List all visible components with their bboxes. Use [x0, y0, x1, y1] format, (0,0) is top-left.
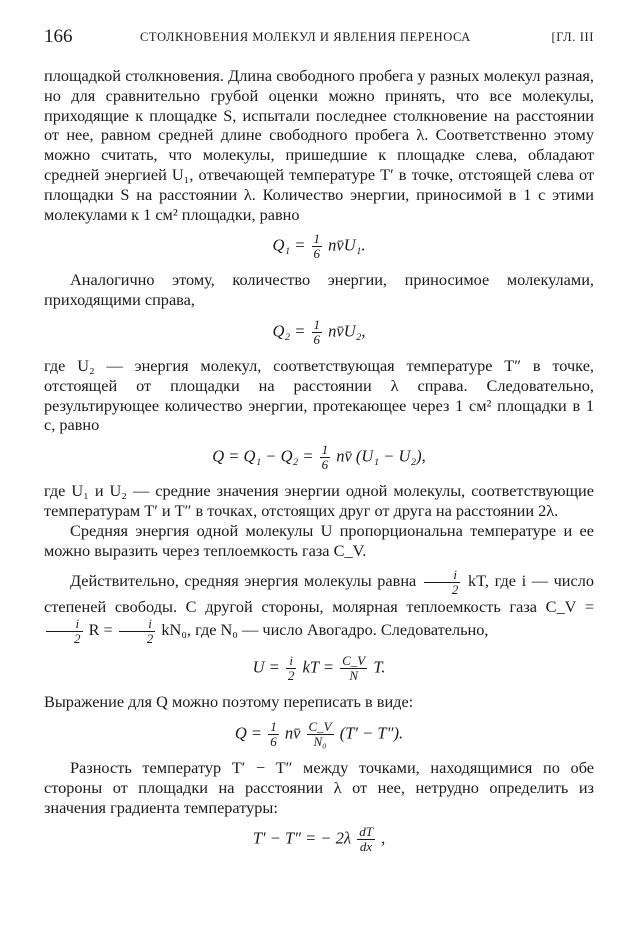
formula-q2-fraction: $\frac{1}{6}$: [313, 316, 321, 347]
formula-q1: [44, 232, 594, 261]
formula-q1-rhs: nv̄U₁.: [328, 235, 366, 255]
formula-q: [44, 443, 594, 472]
paragraph-2: Аналогично этому, количество энергии, приносимое молекулами, приходящими справа,: [44, 270, 594, 310]
formula-gradient-fraction: $\frac{dT}{dx}$: [359, 824, 373, 855]
paragraph-1: площадкой столкновения. Длина свободного пробега у разных молекул разная, но для сравнительно грубой оценки можно принять, что все молекулы, приходящие к площадке S, испытали последнее столкновение на расстоянии от нее, равном средней длине свободного пробега λ. Соответственно этому можно считать, что молекулы, пришедшие к площадке слева, обладают средней энергией U₁, отвечающей температуре T′ в точке, отстоящей слева от площадки S на расстоянии λ. Количество энергии, приносимой в 1 с этими молекулами к 1 см² площадки, равно: [44, 66, 594, 224]
paragraph-5: Средняя энергия одной молекулы U пропорциональна температуре и ее можно выразить через теплоемкость газа C_V.: [44, 520, 594, 560]
paragraph-3: где U₂ — энергия молекул, соответствующая температуре T″ в точке, отстоящей от площадки на расстоянии λ справа. Следовательно, результирующее количество энергии, протекающее через 1 см² площадки в 1 с, равно: [44, 355, 594, 435]
formula-q-rewritten-fraction-1: $\frac{1}{6}$: [270, 718, 277, 749]
page-number: 166: [44, 26, 73, 47]
p6-fraction-1: $\frac{i}{2}$: [424, 568, 461, 597]
formula-q-fraction: $\frac{1}{6}$: [321, 442, 329, 473]
formula-u-fraction-2: $\frac{C\_V}{N}$: [342, 653, 366, 684]
formula-q-rewritten: Q = $\frac{1}{6}$ nv̄ $\frac{C\_V}{\text{N₀}}$ (T′ − T″).: [234, 718, 404, 749]
paragraph-7: Выражение для Q можно поэтому переписать в виде:: [44, 692, 414, 712]
formula-q1-fraction: $\frac{1}{6}$: [313, 231, 321, 262]
formula-q-lhs: Q = Q₁ − Q₂ =: [212, 446, 314, 466]
formula-q1-lhs: Q₁ =: [272, 235, 306, 255]
paragraph-6: Действительно, средняя энергия молекулы равна $\frac{i}{2}$ kT, где i — число степеней свободы. С другой стороны, молярная теплоемкость газа C_V = $\frac{i}{2}$ R = $\frac{i}{2}$ kN₀, где N₀ — число Авогадро. Следовательно,: [44, 567, 595, 647]
formula-u: U = $\frac{i}{2}$ kT = $\frac{C\_V}{N}$ T.: [252, 653, 386, 684]
formula-q-rewritten-fraction-2: $\frac{C\_V}{\text{N₀}}$: [308, 718, 332, 749]
formula-u-fraction-1: $\frac{i}{2}$: [287, 653, 295, 684]
formula-q2: [44, 318, 594, 347]
page-header: [44, 24, 594, 48]
formula-q2-lhs: Q₂ =: [272, 321, 306, 341]
paragraph-4: где U₁ и U₂ — средние значения энергии одной молекулы, соответствующие температурам T′ и T″ в точках, отстоящих друг от друга на расстоянии 2λ.: [44, 481, 594, 520]
page-body: [44, 66, 594, 863]
formula-q-rhs: nv̄ (U₁ − U₂),: [336, 446, 426, 466]
formula-gradient: T′ − T″ = − 2λ $\frac{dT}{dx}$ ,: [252, 824, 386, 855]
p6-fraction-2: $\frac{i}{2}$: [46, 617, 83, 646]
p6-fraction-3: $\frac{i}{2}$: [119, 617, 156, 646]
running-title: СТОЛКНОВЕНИЯ МОЛЕКУЛ И ЯВЛЕНИЯ ПЕРЕНОСА: [140, 30, 471, 44]
chapter-label: [ГЛ. III: [551, 30, 594, 44]
formula-q2-rhs: nv̄U₂,: [328, 321, 366, 341]
paragraph-8: Разность температур T′ − T″ между точками, находящимися по обе стороны от площадки на расстоянии λ от нее, нетрудно определить из значения градиента температуры:: [44, 757, 594, 817]
